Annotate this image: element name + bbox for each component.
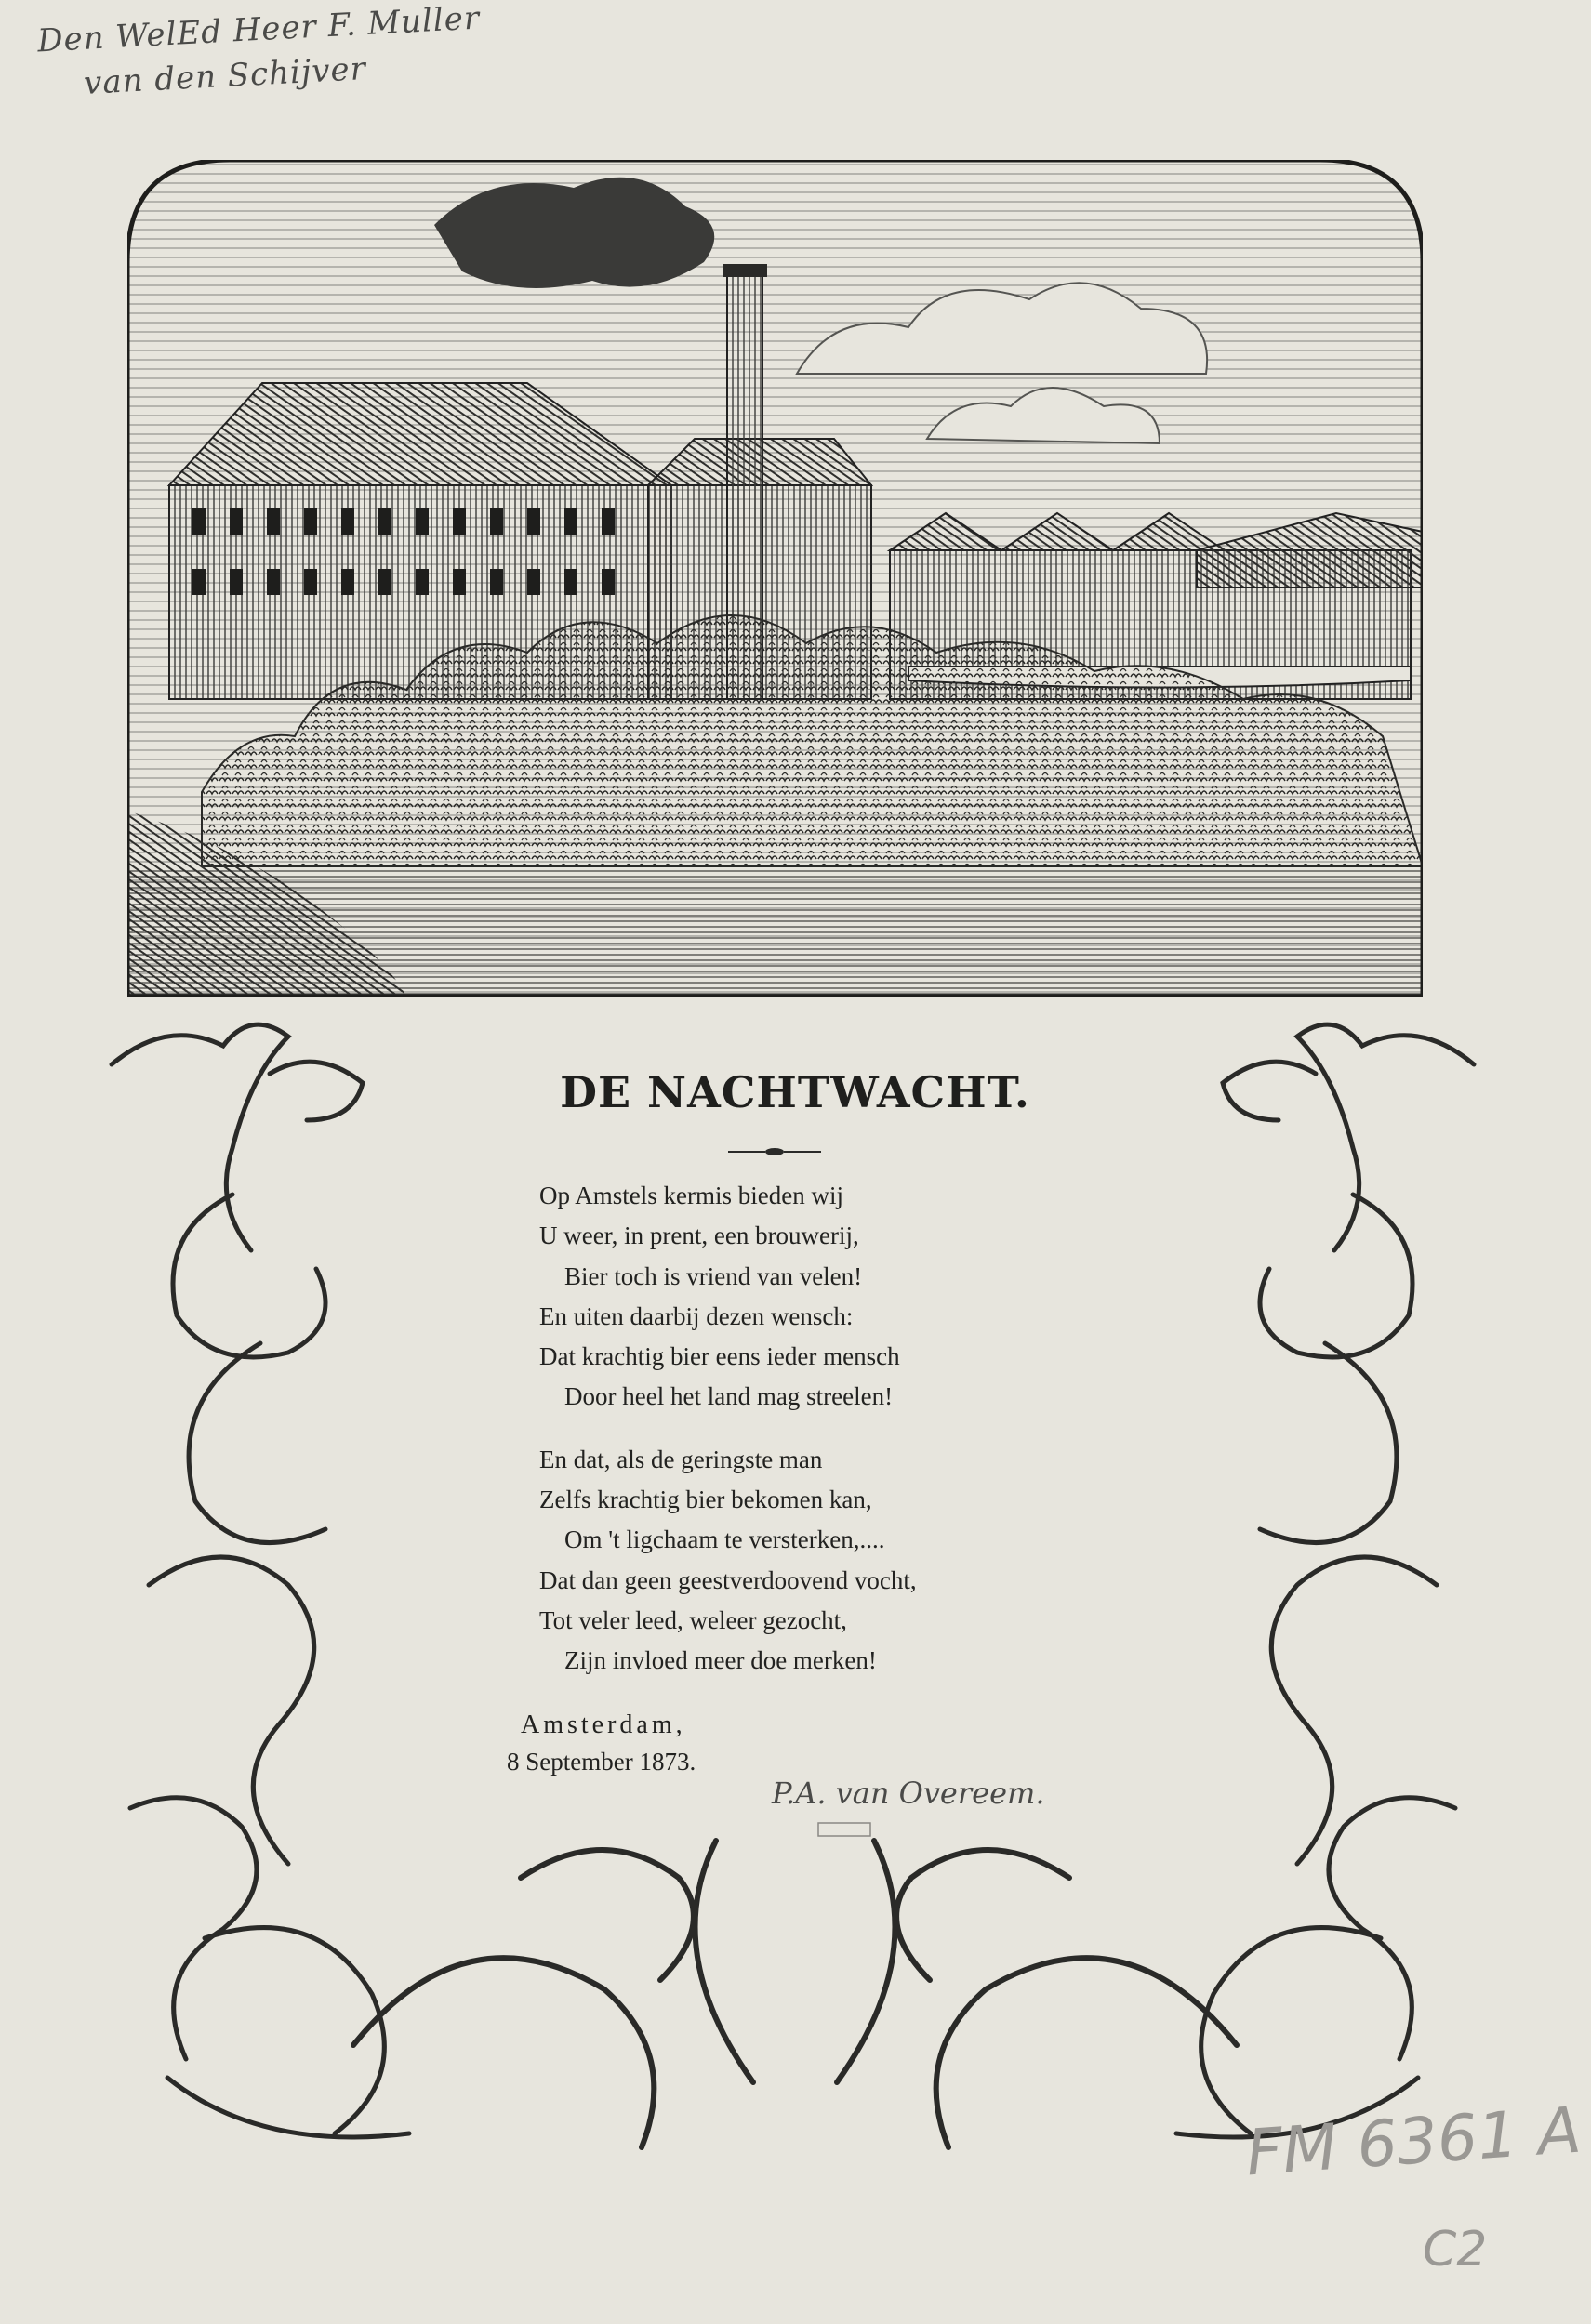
poem-line: En uiten daarbij dezen wensch: — [539, 1301, 854, 1330]
stanza-2 — [539, 1440, 1060, 1682]
poem-line: Op Amstels kermis bieden wij — [539, 1182, 843, 1209]
inventory-number: FM 6361 A — [1243, 2093, 1584, 2191]
inventory-sub-mark: C2 — [1423, 2222, 1488, 2278]
signature-stamp — [816, 1819, 872, 1840]
poem-line: Zelfs krachtig bier bekomen kan, — [539, 1486, 872, 1514]
brewery-engraving — [127, 160, 1423, 997]
handwritten-dedication-line1: Den WelEd Heer F. Muller — [36, 0, 482, 60]
author-signature: P.A. van Overeem. — [772, 1776, 1045, 1811]
ornament-bottom-scroll — [279, 1766, 1311, 2231]
poem-line: U weer, in prent, een brouwerij, — [539, 1221, 859, 1250]
poem-line: Dat dan geen geestverdoovend vocht, — [539, 1565, 917, 1594]
stanza-1 — [539, 1176, 1060, 1418]
poem-line: Door heel het land mag streelen! — [564, 1382, 894, 1411]
date-line: 8 September 1873. — [507, 1748, 696, 1776]
poem-body — [539, 1176, 1060, 1704]
poem-line: Bier toch is vriend van velen! — [564, 1261, 863, 1290]
poem-title: DE NACHTWACHT. — [560, 1067, 1030, 1117]
place-line: Amsterdam, — [521, 1710, 686, 1739]
poem-line: Om 't ligchaam te versterken,.... — [564, 1525, 885, 1554]
poem-line: Tot veler leed, weleer gezocht, — [539, 1605, 847, 1634]
poem-line: En dat, als de geringste man — [539, 1445, 823, 1473]
title-divider — [728, 1145, 821, 1158]
poem-line: Zijn invloed meer doe merken! — [564, 1646, 877, 1675]
handwritten-dedication-line2: van den Schijver — [83, 50, 367, 102]
poem-line: Dat krachtig bier eens ieder mensch — [539, 1342, 900, 1371]
